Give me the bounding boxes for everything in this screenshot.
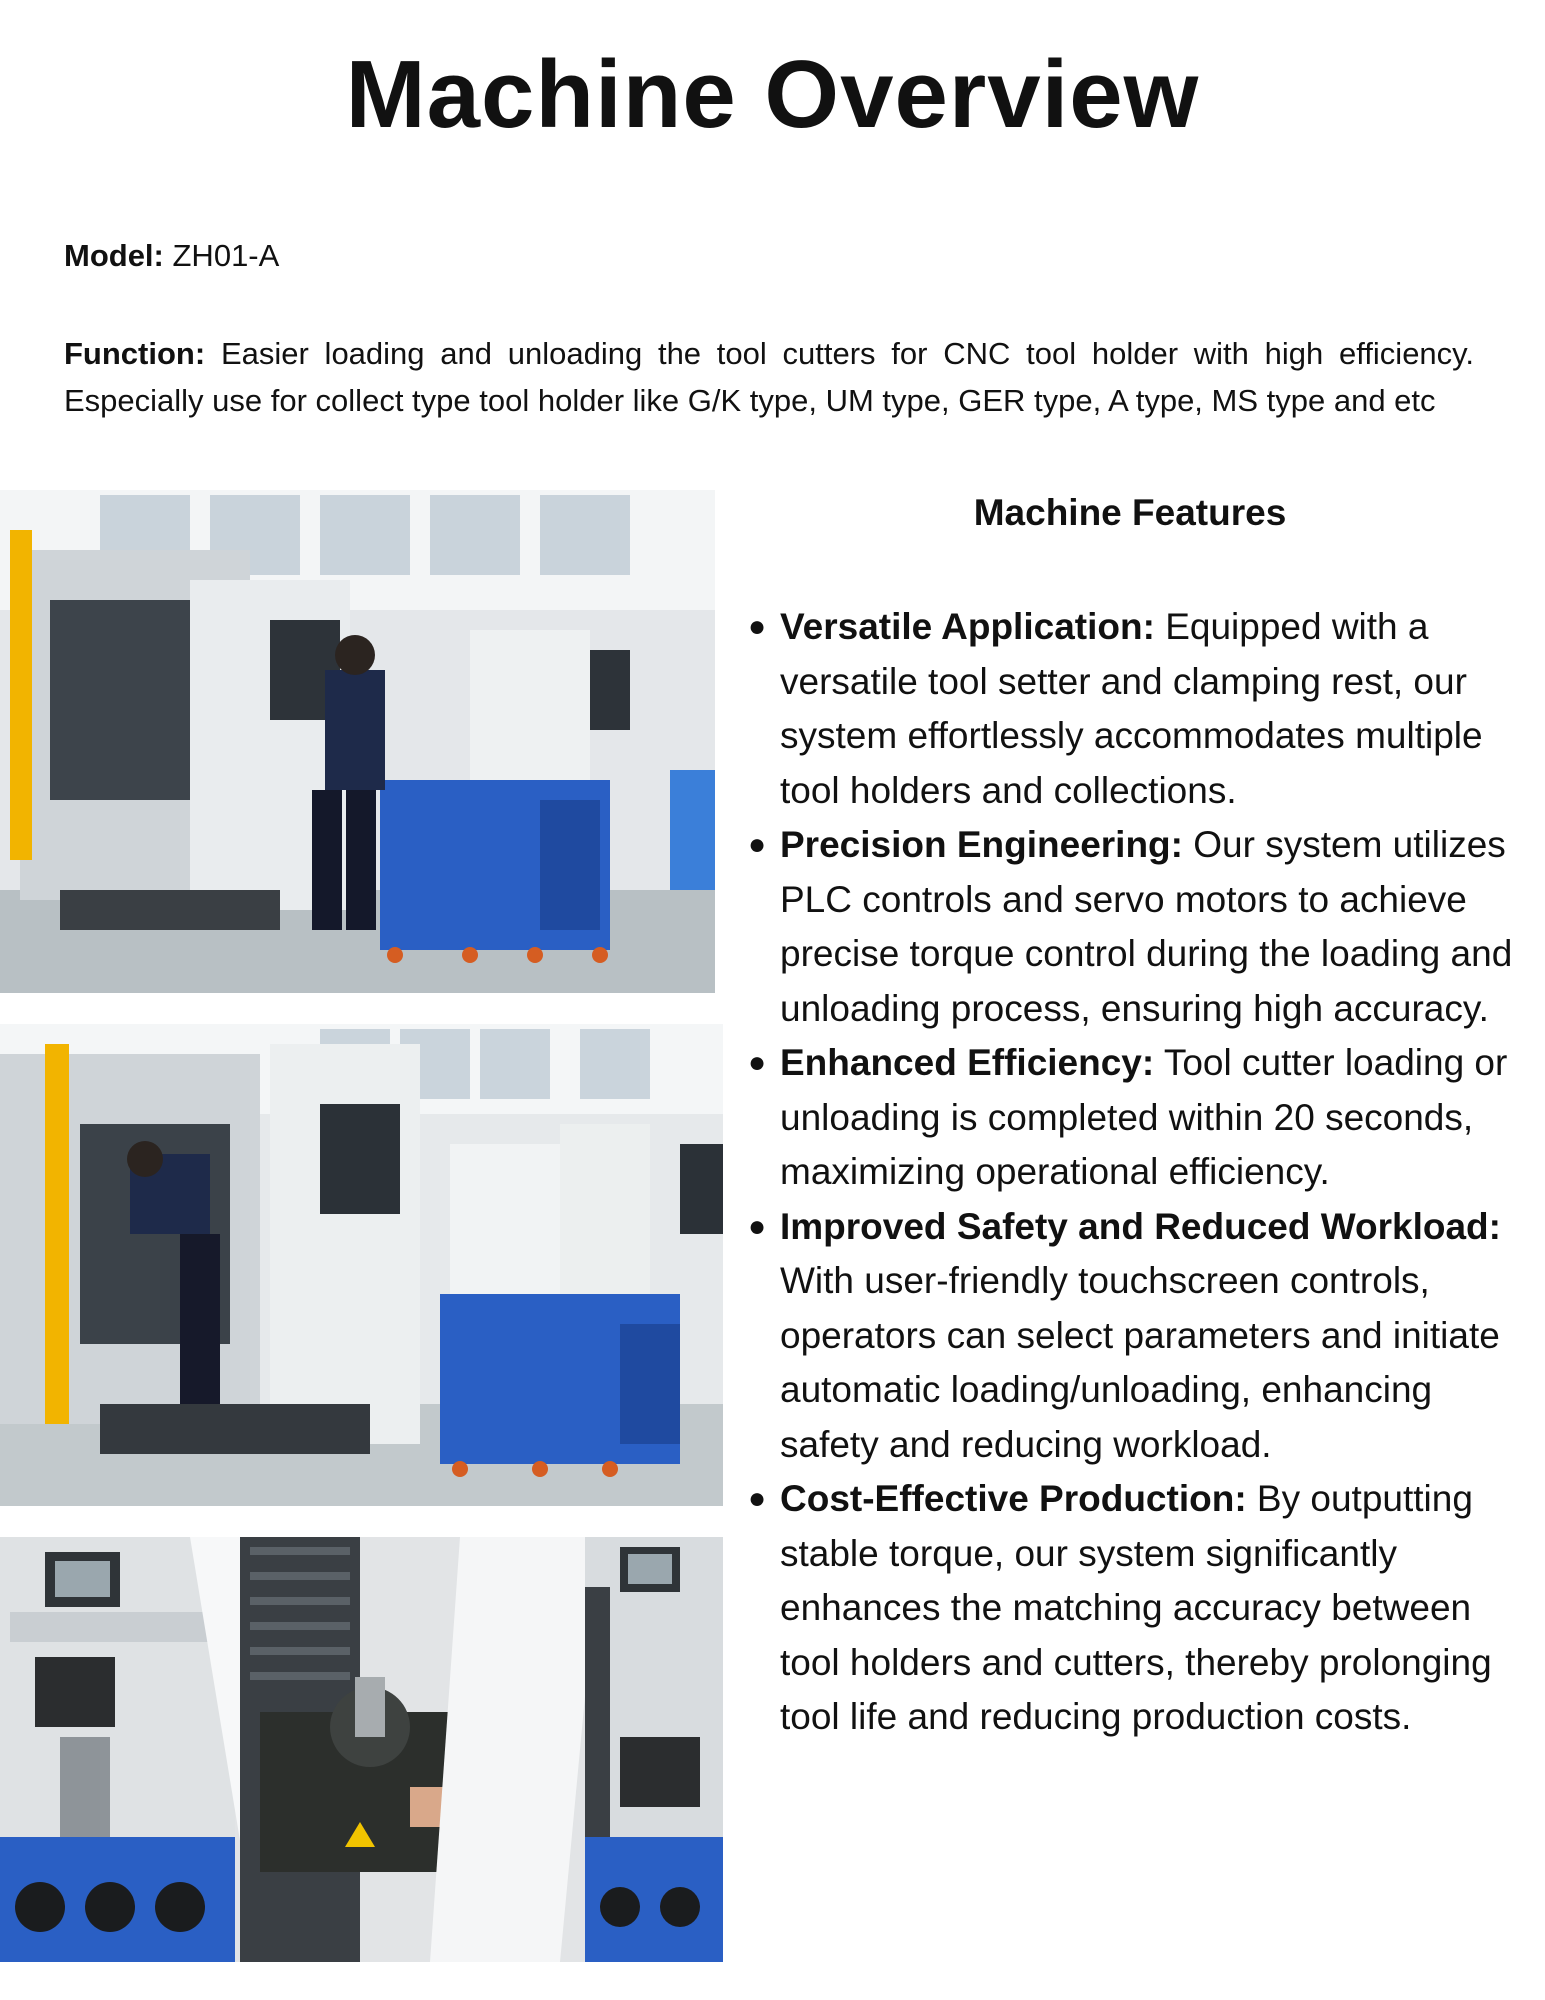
feature-label: Versatile Application: <box>780 606 1155 647</box>
feature-text: Equipped with a versatile tool setter and clamping rest, our system effortlessly accommodates multiple tool holders and collections. <box>780 606 1483 811</box>
feature-label: Cost-Effective Production: <box>780 1478 1247 1519</box>
list-item <box>748 1036 1540 1200</box>
list-item <box>748 1472 1540 1745</box>
machine-photo-2 <box>0 1024 723 1506</box>
feature-label: Improved Safety and Reduced Workload: <box>780 1205 1501 1247</box>
model-value: ZH01-A <box>172 238 280 273</box>
bullet-icon: ● <box>748 828 767 861</box>
list-item <box>748 600 1540 818</box>
bullet-icon: ● <box>748 610 767 643</box>
feature-text: With user-friendly touchscreen controls, operators can select parameters and initiate automatic loading/unloading, enhancing safety and reducing workload. <box>780 1260 1500 1465</box>
list-item <box>748 1200 1540 1473</box>
feature-text: By outputting stable torque, our system significantly enhances the matching accuracy between tool holders and cutters, thereby prolonging tool life and reducing production costs. <box>780 1478 1492 1737</box>
feature-text: Our system utilizes PLC controls and servo motors to achieve precise torque control during the loading and unloading process, ensuring high accuracy. <box>780 824 1513 1029</box>
function-value: Easier loading and unloading the tool cutters for CNC tool holder with high efficiency. Especially use for collect type tool holder like G/K type, UM type, GER type, A type, MS type and etc <box>64 336 1474 418</box>
features-list <box>748 600 1540 1745</box>
function-paragraph <box>64 330 1474 424</box>
feature-label: Enhanced Efficiency: <box>780 1042 1155 1083</box>
model-label: Model: <box>64 238 164 273</box>
machine-photo-1 <box>0 490 715 993</box>
feature-label: Precision Engineering: <box>780 824 1183 865</box>
features-title: Machine Features <box>973 492 1287 533</box>
list-item <box>748 818 1540 1036</box>
bullet-icon: ● <box>748 1482 767 1515</box>
bullet-icon: ● <box>748 1209 767 1243</box>
page-title: Machine Overview <box>345 41 1200 148</box>
feature-text: Tool cutter loading or unloading is completed within 20 seconds, maximizing operational efficiency. <box>780 1042 1508 1192</box>
function-label: Function: <box>64 336 206 371</box>
machine-photo-3 <box>0 1537 723 1962</box>
bullet-icon: ● <box>748 1046 767 1079</box>
model-line <box>64 238 279 274</box>
